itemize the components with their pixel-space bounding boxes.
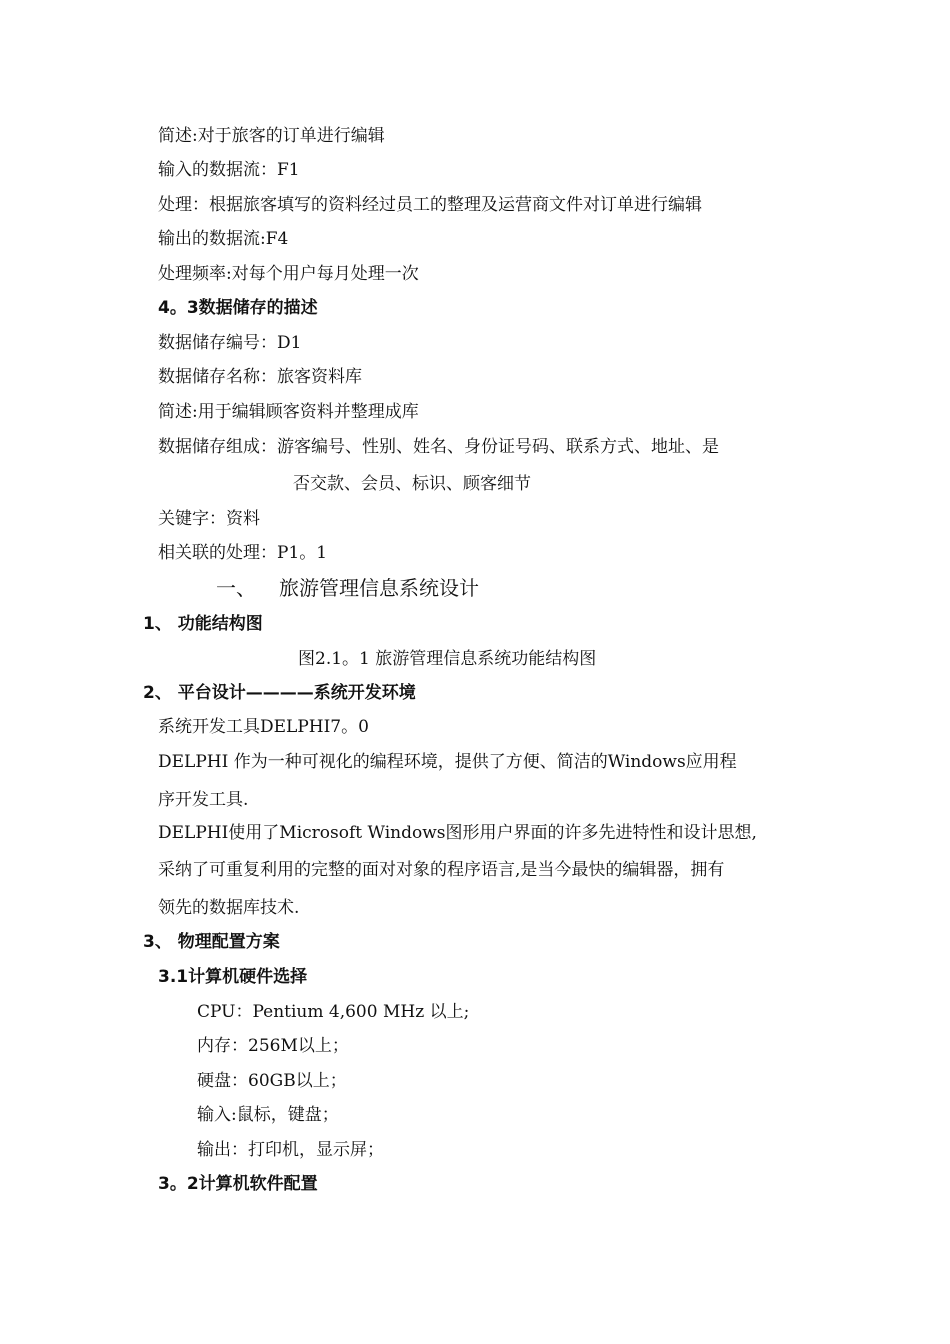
delphi-para1-line1: DELPHI 作为一种可视化的编程环境，提供了方便、简洁的Windows应用程 — [158, 752, 737, 772]
hw-memory: 内存：256M以上； — [197, 1036, 349, 1056]
chapter-title: 旅游管理信息系统设计 — [279, 576, 479, 600]
store-summary: 简述:用于编辑顾客资料并整理成库 — [158, 402, 419, 422]
store-composition: 数据储存组成：游客编号、性别、姓名、身份证号码、联系方式、地址、是 — [158, 437, 719, 457]
store-id: 数据储存编号：D1 — [158, 333, 302, 353]
section-4-3-heading: 4。3数据储存的描述 — [158, 298, 318, 318]
store-related-process: 相关联的处理：P1。1 — [158, 543, 328, 563]
delphi-para1-line2: 序开发工具. — [158, 790, 249, 810]
section-2-heading: 2、 平台设计————系统开发环境 — [143, 683, 416, 703]
hw-input: 输入:鼠标，键盘； — [197, 1105, 339, 1125]
store-composition-cont: 否交款、会员、标识、顾客细节 — [293, 474, 531, 494]
order-output-flow: 输出的数据流:F4 — [158, 229, 289, 249]
chapter-number: 一、 — [216, 576, 256, 600]
section-3-1-heading: 3.1计算机硬件选择 — [158, 967, 308, 987]
hw-output: 输出：打印机，显示屏； — [197, 1140, 384, 1160]
delphi-para2-line3: 领先的数据库技术. — [158, 898, 300, 918]
order-input-flow: 输入的数据流：F1 — [158, 160, 300, 180]
dev-tool: 系统开发工具DELPHI7。0 — [158, 717, 369, 737]
order-summary: 简述:对于旅客的订单进行编辑 — [158, 126, 385, 146]
hw-cpu: CPU：Pentium 4,600 MHz 以上; — [197, 1002, 470, 1022]
order-frequency: 处理频率:对每个用户每月处理一次 — [158, 264, 419, 284]
section-1-heading: 1、 功能结构图 — [143, 614, 263, 634]
store-name: 数据储存名称：旅客资料库 — [158, 367, 362, 387]
delphi-para2-line2: 采纳了可重复利用的完整的面对对象的程序语言,是当今最快的编辑器，拥有 — [158, 860, 725, 880]
delphi-para2-line1: DELPHI使用了Microsoft Windows图形用户界面的许多先进特性和设计思想, — [158, 823, 757, 843]
section-3-2-heading: 3。2计算机软件配置 — [158, 1174, 318, 1194]
order-processing: 处理：根据旅客填写的资料经过员工的整理及运营商文件对订单进行编辑 — [158, 195, 702, 215]
figure-caption: 图2.1。1 旅游管理信息系统功能结构图 — [298, 649, 597, 669]
store-keyword: 关键字：资料 — [158, 509, 260, 529]
section-3-heading: 3、 物理配置方案 — [143, 932, 280, 952]
hw-disk: 硬盘：60GB以上； — [197, 1071, 347, 1091]
